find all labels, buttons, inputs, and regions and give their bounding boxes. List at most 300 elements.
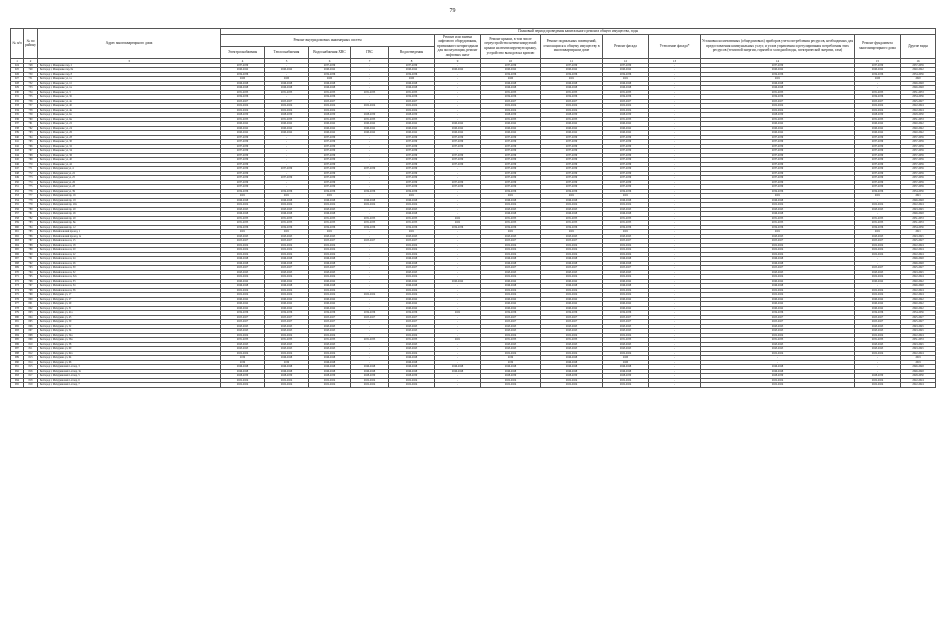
- table-cell: 927: [11, 77, 24, 82]
- table-cell: 2025-2027: [265, 239, 309, 244]
- table-cell: 2022-2024: [701, 293, 855, 298]
- table-cell: -: [649, 203, 701, 208]
- table-cell: 981: [11, 320, 24, 325]
- table-cell: 2040-2042: [701, 279, 855, 284]
- table-cell: 2037-2039: [389, 180, 435, 185]
- table-cell: 2025-2027: [351, 315, 389, 320]
- table-cell: 2037-2039: [901, 185, 936, 190]
- table-cell: -: [351, 360, 389, 365]
- table-cell: 2034-2036: [901, 72, 936, 77]
- table-cell: 2022-2024: [351, 203, 389, 208]
- table-cell: 2043-2045: [541, 270, 603, 275]
- table-cell: 2040-2042: [481, 126, 541, 131]
- table-cell: -: [649, 270, 701, 275]
- table-cell: 2037-2039: [603, 140, 649, 145]
- table-cell: 2040-2042: [221, 279, 265, 284]
- table-cell: 2034-2036: [855, 311, 901, 316]
- table-cell: 2043-2045: [389, 234, 435, 239]
- table-cell: 2040-2042: [855, 302, 901, 307]
- table-cell: 2046-2048: [541, 284, 603, 289]
- table-cell: 2037-2039: [435, 153, 481, 158]
- table-cell: 2043-2045: [603, 234, 649, 239]
- table-cell: 983: [11, 329, 24, 334]
- table-cell: 2031-2033: [389, 90, 435, 95]
- table-cell: 2022-2024: [855, 252, 901, 257]
- table-cell: 2031-2033: [541, 90, 603, 95]
- address-cell: Белгород г, Мичурина ул, 54: [38, 329, 221, 334]
- table-cell: -: [351, 95, 389, 100]
- table-cell: -: [351, 158, 389, 163]
- table-cell: 2037-2039: [221, 171, 265, 176]
- table-cell: 956: [11, 207, 24, 212]
- table-cell: 2031-2033: [389, 117, 435, 122]
- table-cell: 2034-2036: [541, 311, 603, 316]
- table-cell: 2046-2048: [265, 81, 309, 86]
- table-cell: 2040-2042: [389, 297, 435, 302]
- table-cell: 2034-2036: [435, 225, 481, 230]
- table-cell: 2037-2039: [603, 158, 649, 163]
- table-cell: 2037-2039: [901, 140, 936, 145]
- table-cell: 2043-2045: [901, 329, 936, 334]
- table-cell: 959: [11, 221, 24, 226]
- table-cell: 2043-2045: [221, 329, 265, 334]
- table-cell: 2046-2048: [481, 261, 541, 266]
- table-cell: 2025-2027: [309, 266, 351, 271]
- table-cell: 2022-2024: [541, 252, 603, 257]
- table-cell: 2043-2045: [541, 342, 603, 347]
- table-cell: 2022-2024: [855, 108, 901, 113]
- table-cell: -: [351, 149, 389, 154]
- table-cell: 2034-2036: [701, 225, 855, 230]
- table-cell: -: [649, 140, 701, 145]
- table-cell: 2046-2048: [603, 369, 649, 374]
- table-cell: -: [855, 261, 901, 266]
- address-cell: Белгород г, Мичуринский пр, 8в: [38, 221, 221, 226]
- table-cell: 2037-2039: [855, 153, 901, 158]
- table-cell: 2025-2027: [603, 320, 649, 325]
- table-cell: 2022-2024: [603, 383, 649, 388]
- table-cell: 2043-2045: [855, 342, 901, 347]
- table-cell: 2025-2027: [309, 320, 351, 325]
- address-cell: Белгород г, Мичурина ул, 54а: [38, 333, 221, 338]
- table-cell: 2037-2039: [701, 167, 855, 172]
- table-cell: 2021: [701, 194, 855, 199]
- table-cell: 2046-2048: [221, 81, 265, 86]
- table-cell: 2040-2042: [265, 279, 309, 284]
- table-cell: -: [649, 302, 701, 307]
- table-cell: 2025-2027: [481, 315, 541, 320]
- table-cell: 2034-2036: [481, 72, 541, 77]
- table-cell: 960: [11, 225, 24, 230]
- table-cell: -: [649, 180, 701, 185]
- table-cell: 2031-2033: [221, 90, 265, 95]
- table-cell: 791: [24, 257, 38, 262]
- table-cell: 2037-2039: [603, 149, 649, 154]
- table-cell: -: [351, 266, 389, 271]
- table-cell: -: [435, 288, 481, 293]
- table-cell: 2022-2024: [481, 252, 541, 257]
- table-cell: 2025-2027: [603, 315, 649, 320]
- table-cell: -: [649, 63, 701, 68]
- table-cell: 2037-2039: [603, 171, 649, 176]
- table-cell: -: [351, 356, 389, 361]
- table-cell: 2043-2045: [603, 270, 649, 275]
- table-cell: -: [435, 207, 481, 212]
- table-cell: 2022-2024: [701, 252, 855, 257]
- table-cell: 2043-2045: [701, 342, 855, 347]
- table-cell: 2021: [221, 194, 265, 199]
- table-cell: -: [435, 351, 481, 356]
- table-cell: 2037-2039: [309, 140, 351, 145]
- table-cell: -: [351, 347, 389, 352]
- table-cell: 2037-2039: [603, 153, 649, 158]
- table-cell: 2040-2042: [309, 126, 351, 131]
- table-cell: 764: [24, 135, 38, 140]
- table-cell: 2031-2033: [389, 221, 435, 226]
- table-cell: -: [265, 153, 309, 158]
- table-cell: -: [435, 383, 481, 388]
- table-cell: 2025-2027: [481, 266, 541, 271]
- table-cell: 2040-2042: [701, 302, 855, 307]
- table-cell: 2022-2024: [901, 252, 936, 257]
- table-cell: 2037-2039: [901, 153, 936, 158]
- table-cell: 2037-2039: [701, 176, 855, 181]
- table-cell: 818: [24, 378, 38, 383]
- table-cell: 2025-2027: [901, 266, 936, 271]
- table-cell: -: [435, 293, 481, 298]
- table-cell: 2046-2048: [701, 81, 855, 86]
- table-cell: 2037-2039: [541, 180, 603, 185]
- table-cell: -: [855, 369, 901, 374]
- table-cell: 2028-2030: [265, 113, 309, 118]
- table-cell: 2037-2039: [389, 144, 435, 149]
- table-cell: 2034-2036: [603, 189, 649, 194]
- table-cell: 2043-2045: [855, 324, 901, 329]
- table-cell: 2028-2030: [901, 113, 936, 118]
- table-cell: 2043-2045: [221, 347, 265, 352]
- table-cell: 2037-2039: [221, 176, 265, 181]
- table-cell: 994: [11, 378, 24, 383]
- table-cell: 2037-2039: [701, 153, 855, 158]
- table-cell: 2022-2024: [541, 383, 603, 388]
- table-cell: -: [649, 81, 701, 86]
- table-cell: 2040-2042: [389, 68, 435, 73]
- table-cell: 2034-2036: [265, 311, 309, 316]
- table-cell: 2025-2027: [603, 99, 649, 104]
- table-cell: 2034-2036: [901, 311, 936, 316]
- table-cell: 2040-2042: [603, 302, 649, 307]
- table-cell: 2022-2024: [901, 248, 936, 253]
- table-cell: 2021: [309, 194, 351, 199]
- table-cell: 815: [24, 365, 38, 370]
- table-cell: 2037-2039: [309, 63, 351, 68]
- table-cell: -: [435, 243, 481, 248]
- table-cell: 2025-2027: [265, 266, 309, 271]
- table-cell: 2046-2048: [221, 284, 265, 289]
- table-cell: 2022-2024: [481, 378, 541, 383]
- table-cell: -: [351, 99, 389, 104]
- table-cell: 952: [11, 189, 24, 194]
- table-cell: 2046-2048: [901, 369, 936, 374]
- repair-schedule-table: [10, 28, 936, 388]
- table-cell: 2037-2039: [389, 153, 435, 158]
- table-cell: 970: [11, 270, 24, 275]
- table-cell: 2022-2024: [481, 351, 541, 356]
- table-cell: 2043-2045: [541, 234, 603, 239]
- table-cell: 2034-2036: [481, 225, 541, 230]
- table-cell: 2022-2024: [603, 243, 649, 248]
- table-cell: 2037-2039: [481, 162, 541, 167]
- table-cell: 2031-2033: [701, 90, 855, 95]
- table-cell: 2034-2036: [603, 311, 649, 316]
- table-cell: 2022-2024: [481, 293, 541, 298]
- table-cell: 2037-2039: [481, 153, 541, 158]
- table-cell: -: [435, 113, 481, 118]
- column-number: 16: [901, 58, 936, 63]
- table-cell: 786: [24, 234, 38, 239]
- table-cell: 992: [11, 369, 24, 374]
- address-cell: Белгород г, Мичуринский пр, 26: [38, 212, 221, 217]
- table-cell: 2028-2030: [389, 113, 435, 118]
- table-cell: 2037-2039: [855, 162, 901, 167]
- table-cell: 2037-2039: [541, 135, 603, 140]
- table-cell: 2019: [901, 356, 936, 361]
- table-cell: -: [435, 347, 481, 352]
- table-cell: 2037-2039: [435, 162, 481, 167]
- table-cell: -: [649, 122, 701, 127]
- table-cell: 2037-2039: [221, 162, 265, 167]
- address-cell: Белгород г, Макаренко ул, 3: [38, 90, 221, 95]
- table-cell: -: [351, 212, 389, 217]
- table-cell: 748: [24, 63, 38, 68]
- table-cell: 2025-2027: [221, 315, 265, 320]
- table-cell: -: [265, 162, 309, 167]
- table-cell: 2031-2033: [701, 221, 855, 226]
- table-cell: 2046-2048: [309, 81, 351, 86]
- table-cell: 935: [11, 113, 24, 118]
- table-cell: -: [649, 108, 701, 113]
- table-cell: 2034-2036: [221, 225, 265, 230]
- table-cell: 2031-2033: [701, 117, 855, 122]
- table-cell: -: [351, 72, 389, 77]
- column-number: 5: [265, 58, 309, 63]
- table-cell: 2022-2024: [701, 275, 855, 280]
- table-cell: 2037-2039: [603, 185, 649, 190]
- table-cell: 2046-2048: [435, 369, 481, 374]
- table-cell: 2040-2042: [351, 131, 389, 136]
- table-cell: 953: [11, 194, 24, 199]
- table-cell: -: [649, 117, 701, 122]
- table-cell: -: [351, 342, 389, 347]
- table-cell: 2022-2024: [221, 275, 265, 280]
- table-cell: 2040-2042: [435, 126, 481, 131]
- table-cell: 2022-2024: [265, 378, 309, 383]
- table-cell: 2034-2036: [901, 225, 936, 230]
- table-cell: 2037-2039: [855, 167, 901, 172]
- table-cell: 2046-2048: [309, 356, 351, 361]
- table-cell: 2040-2042: [221, 126, 265, 131]
- address-cell: Белгород г, Мичурина ул, 43: [38, 315, 221, 320]
- table-cell: -: [435, 86, 481, 91]
- table-cell: 934: [11, 108, 24, 113]
- table-cell: 2028-2030: [481, 113, 541, 118]
- address-cell: Белгород г, Макаренко ул, 32: [38, 144, 221, 149]
- table-cell: 979: [11, 311, 24, 316]
- table-cell: 2022-2024: [541, 203, 603, 208]
- table-cell: 2022-2024: [901, 243, 936, 248]
- table-cell: 2040-2042: [389, 302, 435, 307]
- table-cell: 2028-2030: [603, 113, 649, 118]
- table-cell: 2040-2042: [603, 297, 649, 302]
- table-cell: 774: [24, 180, 38, 185]
- table-cell: 2031-2033: [309, 338, 351, 343]
- table-cell: 2022-2024: [309, 351, 351, 356]
- table-cell: 2043-2045: [265, 347, 309, 352]
- table-cell: 2028-2030: [855, 113, 901, 118]
- table-cell: 2046-2048: [901, 86, 936, 91]
- table-cell: 2040-2042: [309, 279, 351, 284]
- table-cell: -: [649, 68, 701, 73]
- table-cell: 755: [24, 95, 38, 100]
- table-cell: 2021: [481, 194, 541, 199]
- table-cell: 2031-2033: [351, 90, 389, 95]
- address-cell: Белгород г, Михайловское ш, 20: [38, 248, 221, 253]
- table-cell: 2040-2042: [265, 306, 309, 311]
- table-cell: 2037-2039: [541, 144, 603, 149]
- table-cell: 2034-2036: [855, 225, 901, 230]
- table-cell: 2043-2045: [701, 324, 855, 329]
- table-cell: 926: [11, 72, 24, 77]
- table-cell: 2037-2039: [901, 180, 936, 185]
- table-cell: 813: [24, 356, 38, 361]
- table-cell: 762: [24, 126, 38, 131]
- table-cell: -: [351, 86, 389, 91]
- table-cell: 2025-2027: [855, 239, 901, 244]
- table-cell: 2025-2027: [309, 239, 351, 244]
- address-cell: Белгород г, Мичуринская ул, 4: [38, 167, 221, 172]
- table-cell: 2022-2024: [855, 333, 901, 338]
- table-cell: 2037-2039: [389, 167, 435, 172]
- table-cell: 2022-2024: [855, 288, 901, 293]
- table-cell: -: [265, 171, 309, 176]
- table-cell: 819: [24, 383, 38, 388]
- table-cell: 758: [24, 108, 38, 113]
- table-cell: -: [649, 329, 701, 334]
- table-cell: 2031-2033: [309, 221, 351, 226]
- table-cell: 2025-2027: [541, 266, 603, 271]
- table-cell: 2043-2045: [389, 347, 435, 352]
- table-cell: 2043-2045: [389, 329, 435, 334]
- table-cell: 2022-2024: [265, 203, 309, 208]
- column-number: 15: [855, 58, 901, 63]
- table-cell: 2034-2036: [309, 225, 351, 230]
- table-cell: 2037-2039: [481, 185, 541, 190]
- table-cell: 2028-2030: [901, 374, 936, 379]
- table-cell: 982: [11, 324, 24, 329]
- table-cell: -: [435, 167, 481, 172]
- table-cell: 2031-2033: [351, 221, 389, 226]
- table-cell: 2034-2036: [265, 225, 309, 230]
- address-cell: Белгород г, Макаренко ул, 36: [38, 153, 221, 158]
- table-cell: 2043-2045: [221, 270, 265, 275]
- table-cell: 2046-2048: [389, 212, 435, 217]
- table-cell: 2021: [265, 230, 309, 235]
- table-cell: -: [649, 207, 701, 212]
- address-cell: Белгород г, Макаренко пер, 2: [38, 63, 221, 68]
- table-cell: 2037-2039: [389, 176, 435, 181]
- table-cell: 2043-2045: [389, 270, 435, 275]
- table-cell: 938: [11, 126, 24, 131]
- table-cell: -: [351, 108, 389, 113]
- table-cell: 2037-2039: [603, 162, 649, 167]
- table-cell: 2022-2024: [265, 108, 309, 113]
- table-cell: 2040-2042: [221, 302, 265, 307]
- table-cell: -: [649, 360, 701, 365]
- table-cell: -: [649, 347, 701, 352]
- table-cell: 958: [11, 216, 24, 221]
- table-cell: 2028-2030: [701, 374, 855, 379]
- table-cell: 963: [11, 239, 24, 244]
- table-cell: 2022-2024: [701, 108, 855, 113]
- table-cell: 782: [24, 216, 38, 221]
- table-cell: 2040-2042: [541, 122, 603, 127]
- address-cell: Белгород г, Мичурина ул, 17: [38, 293, 221, 298]
- table-cell: 2046-2048: [541, 369, 603, 374]
- table-cell: 2037-2039: [855, 176, 901, 181]
- table-cell: 2043-2045: [481, 347, 541, 352]
- table-cell: 2022-2024: [309, 248, 351, 253]
- table-cell: 2037-2039: [855, 144, 901, 149]
- table-cell: -: [265, 149, 309, 154]
- table-cell: 749: [24, 68, 38, 73]
- table-cell: 776: [24, 189, 38, 194]
- table-cell: -: [435, 360, 481, 365]
- table-cell: -: [351, 68, 389, 73]
- table-cell: -: [351, 297, 389, 302]
- table-cell: 2046-2048: [389, 86, 435, 91]
- table-cell: 2025-2027: [351, 239, 389, 244]
- table-cell: -: [649, 167, 701, 172]
- table-cell: -: [649, 374, 701, 379]
- table-cell: 2022-2024: [901, 203, 936, 208]
- table-cell: 2037-2039: [855, 185, 901, 190]
- table-cell: -: [649, 90, 701, 95]
- table-cell: 954: [11, 198, 24, 203]
- table-cell: 2022-2024: [221, 243, 265, 248]
- table-cell: 971: [11, 275, 24, 280]
- table-cell: -: [649, 144, 701, 149]
- column-number: 3: [38, 58, 221, 63]
- table-cell: 2031-2033: [901, 117, 936, 122]
- table-cell: -: [701, 360, 855, 365]
- table-cell: -: [649, 239, 701, 244]
- column-number: 11: [541, 58, 603, 63]
- table-cell: 2019: [481, 360, 541, 365]
- column-number: 2: [24, 58, 38, 63]
- table-cell: 2040-2042: [901, 68, 936, 73]
- table-cell: 2022-2024: [481, 383, 541, 388]
- table-cell: 2021: [265, 194, 309, 199]
- table-cell: 2022-2024: [603, 351, 649, 356]
- table-cell: 2046-2048: [701, 212, 855, 217]
- table-cell: 973: [11, 284, 24, 289]
- table-cell: 2034-2036: [701, 311, 855, 316]
- table-cell: 2025-2027: [221, 239, 265, 244]
- col-header-meters: Установка коллективных (общедомовых) приборов учета потребления ресурсов, необходимых для предоставления коммунальных услуг, и узлов управления и регулирования потребления этих ресурсов (тепловой энергии, горячей и холодной воды, электрической энергии, газа): [701, 34, 855, 58]
- table-cell: 816: [24, 369, 38, 374]
- table-cell: 936: [11, 117, 24, 122]
- table-cell: 2040-2042: [701, 297, 855, 302]
